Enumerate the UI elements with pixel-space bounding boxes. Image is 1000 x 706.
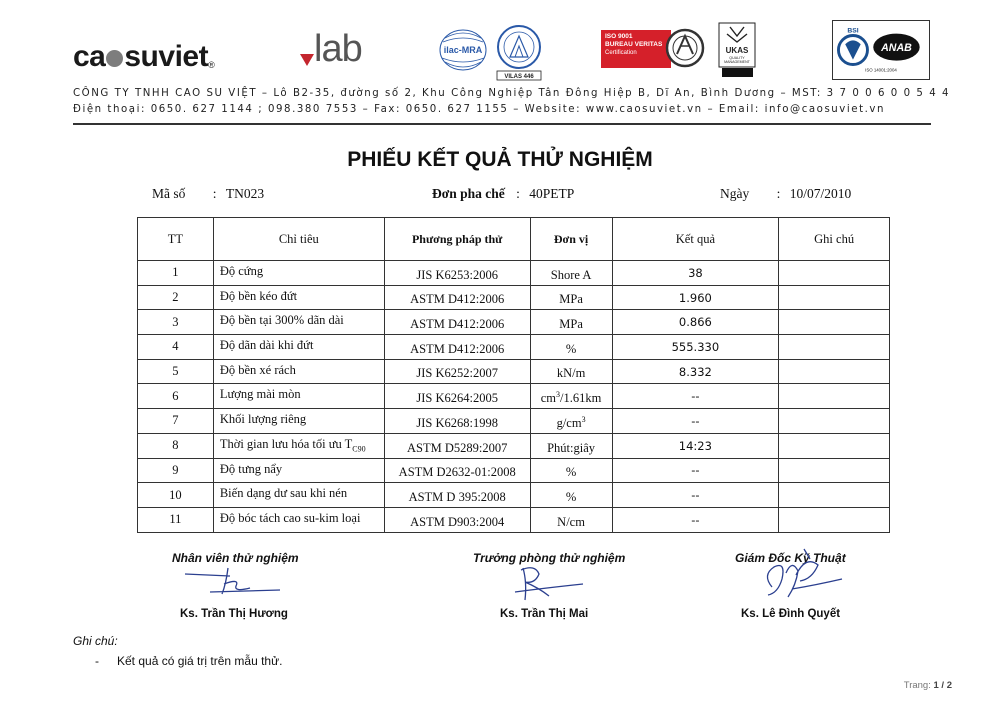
meta-date-sep: : [776,186,781,201]
bsi-anab-logo [832,20,930,80]
signature-tech-director-icon [752,545,847,610]
header-method: Phương pháp thử [384,218,530,261]
unit-sup: 3 [556,389,561,399]
signature-lab-head-icon [505,562,595,604]
row-result: 14:23 [612,433,779,458]
page-number [904,680,952,691]
row-unit: Phút:giây [530,433,612,458]
notes-item [95,654,282,668]
row-indicator [213,433,384,458]
meta-date [720,186,851,202]
row-note [779,285,890,310]
row-result: -- [612,409,779,434]
row-tt: 5 [138,359,214,384]
row-note [779,483,890,508]
row-result: -- [612,384,779,409]
row-result: 555.330 [612,335,779,360]
indicator-sub: C90 [352,444,366,454]
ilac-mra-logo [438,28,488,73]
meta-formula-label: Đơn pha chế [432,186,505,201]
table-row [138,507,890,532]
signature-role-tech-director: Giám Đốc Kỹ Thuật [735,551,846,565]
header-result: Kết quả [612,218,779,261]
meta-code-label: Mã số [152,186,186,201]
table-row [138,409,890,434]
indicator-main: Thời gian lưu hóa tối ưu T [219,436,353,451]
meta-formula [432,186,574,202]
ukas-black-bar [722,68,753,77]
row-tt: 4 [138,335,214,360]
row-result: 0.866 [612,310,779,335]
row-note [779,310,890,335]
row-method: JIS K6253:2006 [384,261,530,286]
table-header-row [138,218,890,261]
row-indicator: Biến dạng dư sau khi nén [213,483,384,508]
iso-14001-text: ISO 14001:2004 [865,67,897,73]
row-tt: 11 [138,507,214,532]
anab-text: ANAB [881,41,912,54]
logo-dot-icon [106,50,123,67]
row-unit: MPa [530,285,612,310]
row-result: -- [612,507,779,532]
document-title: PHIẾU KẾT QUẢ THỬ NGHIỆM [347,148,653,171]
logo-text-part2: suviet [124,40,209,73]
ilac-text: ilac-MRA [443,45,483,55]
row-note [779,359,890,384]
results-table [137,217,890,533]
table-row [138,483,890,508]
meta-formula-value: 40PETP [529,186,575,201]
row-indicator: Độ bóc tách cao su-kim loại [213,507,384,532]
row-result: 1.960 [612,285,779,310]
row-method: ASTM D2632-01:2008 [384,458,530,483]
bv-red-block [601,30,671,68]
row-method: ASTM D5289:2007 [384,433,530,458]
row-indicator: Độ cứng [213,261,384,286]
caosuviet-logo [73,38,263,78]
header-unit: Đơn vị [530,218,612,261]
unit-main: cm [540,391,557,406]
registered-mark: ® [208,60,215,70]
meta-date-label: Ngày [720,186,750,201]
signature-name-tech-director: Ks. Lê Đình Quyết [741,608,841,620]
bv-line3: Certification [605,50,637,56]
unit-sup: 3 [581,414,586,424]
row-method: ASTM D412:2006 [384,285,530,310]
row-result: -- [612,458,779,483]
boa-accreditation-logo [493,24,545,82]
row-note [779,507,890,532]
row-unit: kN/m [530,359,612,384]
meta-formula-sep: : [516,186,520,201]
table-row [138,359,890,384]
row-indicator: Khối lượng riêng [213,409,384,434]
row-method: ASTM D412:2006 [384,310,530,335]
row-result: -- [612,483,779,508]
row-tt: 7 [138,409,214,434]
row-note [779,433,890,458]
row-method: JIS K6252:2007 [384,359,530,384]
row-unit: MPa [530,310,612,335]
signature-tester-icon [180,562,290,604]
table-row [138,458,890,483]
row-unit [530,409,612,434]
notes-title: Ghi chú: [73,634,118,648]
row-tt: 2 [138,285,214,310]
table-row [138,310,890,335]
row-method: ASTM D 395:2008 [384,483,530,508]
row-tt: 6 [138,384,214,409]
signature-role-lab-head: Trưởng phòng thử nghiệm [473,551,626,565]
row-indicator: Độ tưng nẩy [213,458,384,483]
row-result: 38 [612,261,779,286]
vlab-logo [298,30,388,75]
ukas-quality-text: QUALITY [729,56,745,60]
row-method: JIS K6268:1998 [384,409,530,434]
row-unit: % [530,483,612,508]
vlab-logo-text: lab [314,28,362,70]
row-note [779,458,890,483]
row-unit: % [530,335,612,360]
row-note [779,409,890,434]
signature-name-tester: Ks. Trần Thị Hương [180,608,288,620]
table-row [138,384,890,409]
company-contact-line: Điện thoại: 0650. 627 1144 ; 098.380 7553 – Fax: 0650. 627 1155 – Website: www.caosuviet.vn – Email: info@caosuviet.vn [73,104,885,115]
logo-text-part1: ca [73,40,106,73]
row-indicator: Lượng mài mòn [213,384,384,409]
table-row [138,285,890,310]
row-method: ASTM D412:2006 [384,335,530,360]
vlab-triangle-icon [300,54,314,66]
row-unit: N/cm [530,507,612,532]
row-indicator: Độ bền kéo đứt [213,285,384,310]
bureau-veritas-logo [601,24,705,74]
row-method: ASTM D903:2004 [384,507,530,532]
meta-code-sep: : [212,186,217,201]
company-address-line: CÔNG TY TNHH CAO SU VIỆT – Lô B2-35, đường số 2, Khu Công Nghiệp Tân Đông Hiệp B, Dĩ An, Bình Dương – MST: 3 7 0 0 6 0 0 5 4 4 [73,88,951,99]
unit-rest: /1.61km [560,391,602,406]
row-indicator: Độ bền xé rách [213,359,384,384]
header-note: Ghi chú [779,218,890,261]
page-label: Trang: [903,680,931,691]
row-indicator: Độ dãn dài khi đứt [213,335,384,360]
row-note [779,384,890,409]
header-tt: TT [138,218,214,261]
bv-line1: ISO 9001 [605,33,633,40]
meta-code-value: TN023 [225,186,265,201]
meta-date-value: 10/07/2010 [789,186,852,201]
signature-name-lab-head: Ks. Trần Thị Mai [500,608,589,620]
header-divider [73,123,931,125]
row-result: 8.332 [612,359,779,384]
bv-seal-icon [665,24,705,74]
header-indicator: Chỉ tiêu [213,218,384,261]
table-row [138,433,890,458]
bv-line2: BUREAU VERITAS [605,41,663,48]
signature-role-tester: Nhân viên thử nghiệm [172,551,299,565]
meta-code [152,186,264,202]
row-method: JIS K6264:2005 [384,384,530,409]
vilas-text: VILAS 446 [504,74,534,80]
row-tt: 9 [138,458,214,483]
row-unit [530,384,612,409]
notes-dash: - [95,654,99,668]
row-tt: 10 [138,483,214,508]
row-unit: Shore A [530,261,612,286]
row-unit: % [530,458,612,483]
ukas-text: UKAS [725,46,749,55]
row-tt: 8 [138,433,214,458]
ukas-management-text: MANAGEMENT [724,60,750,64]
bsi-text: BSI [847,27,859,35]
page-value: 1 / 2 [933,680,952,691]
notes-item-text: Kết quả có giá trị trên mẫu thử. [117,654,283,668]
table-row [138,335,890,360]
row-note [779,335,890,360]
row-tt: 3 [138,310,214,335]
table-row [138,261,890,286]
row-note [779,261,890,286]
row-indicator: Độ bền tại 300% dãn dài [213,310,384,335]
row-tt: 1 [138,261,214,286]
unit-main: g/cm [556,415,582,430]
